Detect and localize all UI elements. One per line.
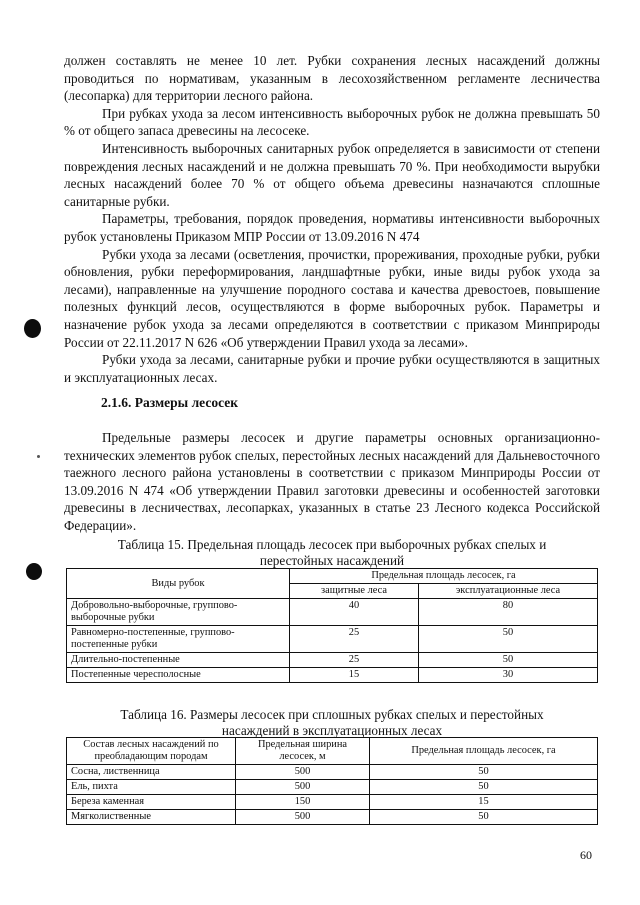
- table-row: [67, 810, 598, 825]
- paragraph: Предельные размеры лесосек и другие параметры основных организационно-технических элементов рубок спелых, перестойных лесных насаждений для Дальневосточного таежного лесного района установлены в соответствии с приказом Минприроды России от 13.09.2016 N 474 «Об утверждении Правил заготовки древесины и особенностей заготовки древесины в лесничествах, лесопарках, указанных в статье 23 Лесного кодекса Российской Федерации».: [64, 430, 600, 533]
- table-row: [67, 653, 598, 668]
- table-header-cell: Предельная площадь лесосек, га: [290, 569, 598, 584]
- table-header-cell: Предельная ширина лесосек, м: [236, 738, 370, 765]
- table-cell: 500: [236, 765, 370, 780]
- table-15-caption: [64, 537, 600, 568]
- table-cell: Сосна, лиственница: [67, 765, 236, 780]
- table-row: [67, 765, 598, 780]
- caption-line: Таблица 16. Размеры лесосек при сплошных рубках спелых и перестойных: [120, 707, 544, 722]
- table-header-cell: Виды рубок: [67, 569, 290, 599]
- binder-hole-mark: [26, 563, 42, 580]
- paragraph: При рубках ухода за лесом интенсивность выборочных рубок не должна превышать 50 % от общего запаса древесины на лесосеке.: [64, 105, 600, 139]
- table-cell: 500: [236, 780, 370, 795]
- table-cell: Добровольно-выборочные, группово-выборочные рубки: [67, 599, 290, 626]
- paragraph: Параметры, требования, порядок проведения, нормативы интенсивности выборочных рубок установлены Приказом МПР России от 13.09.2016 N 474: [64, 211, 600, 244]
- table-cell: Ель, пихта: [67, 780, 236, 795]
- table-cell: Береза каменная: [67, 795, 236, 810]
- table-cell: 80: [419, 599, 598, 626]
- table-cell: 15: [370, 795, 598, 810]
- table-cell: Равномерно-постепенные, группово-постепенные рубки: [67, 626, 290, 653]
- table-row: [67, 599, 598, 626]
- table-cell: Мягколиственные: [67, 810, 236, 825]
- table-cell: 25: [290, 653, 419, 668]
- paragraph: Интенсивность выборочных санитарных рубок определяется в зависимости от степени повреждения лесных насаждений и не должна превышать 70 %. При необходимости вырубки лесных насаждений более 70 % от общего объема древесины назначаются сплошные санитарные рубки.: [64, 140, 600, 209]
- table-15: [66, 568, 598, 683]
- caption-line: перестойных насаждений: [259, 552, 405, 568]
- page-number: 60: [580, 848, 592, 862]
- binder-hole-mark: [24, 319, 41, 338]
- table-row: [67, 780, 598, 795]
- paragraph: Рубки ухода за лесами, санитарные рубки и прочие рубки осуществляются в защитных и эксплуатационных лесах.: [64, 352, 600, 385]
- section-text: [64, 429, 600, 535]
- table-cell: 15: [290, 668, 419, 683]
- paragraph: должен составлять не менее 10 лет. Рубки сохранения лесных насаждений должны проводиться по нормативам, указанным в лесохозяйственном регламенте лесничества (лесопарка) для территории лесного района.: [64, 53, 600, 104]
- table-cell: 50: [370, 765, 598, 780]
- table-cell: 25: [290, 626, 419, 653]
- scan-speck: [37, 455, 40, 458]
- table-header-cell: эксплуатационные леса: [419, 584, 598, 599]
- body-text-top: [64, 52, 600, 386]
- table-header-cell: Предельная площадь лесосек, га: [370, 738, 598, 765]
- table-16: [66, 737, 598, 825]
- caption-line: Таблица 15. Предельная площадь лесосек при выборочных рубках спелых и: [117, 537, 547, 552]
- caption-line: насаждений в эксплуатационных лесах: [221, 722, 443, 738]
- paragraph: Рубки ухода за лесами (осветления, прочистки, прореживания, проходные рубки, рубки обновления, рубки переформирования, ландшафтные рубки, иные виды рубок ухода за лесами), направленные на улучшение породного состава и качества древостоев, повышение полезных функций лесов, осуществляются в форме выборочных рубок. Параметры и назначение рубок ухода за лесами определяются в соответствии с приказом Минприроды России от 22.11.2017 N 626 «Об утверждении Правил ухода за лесами».: [64, 246, 600, 350]
- table-cell: 150: [236, 795, 370, 810]
- table-16-caption: [64, 707, 600, 738]
- table-cell: 50: [419, 626, 598, 653]
- table-cell: 500: [236, 810, 370, 825]
- table-row: [67, 626, 598, 653]
- table-header-cell: Состав лесных насаждений по преобладающим породам: [67, 738, 236, 765]
- table-header-cell: защитные леса: [290, 584, 419, 599]
- table-cell: Длительно-постепенные: [67, 653, 290, 668]
- section-heading: 2.1.6. Размеры лесосек: [101, 395, 238, 410]
- table-cell: 50: [370, 810, 598, 825]
- table-cell: 30: [419, 668, 598, 683]
- table-row: [67, 795, 598, 810]
- table-row: [67, 668, 598, 683]
- table-cell: 50: [419, 653, 598, 668]
- table-cell: Постепенные чересполосные: [67, 668, 290, 683]
- table-cell: 50: [370, 780, 598, 795]
- table-cell: 40: [290, 599, 419, 626]
